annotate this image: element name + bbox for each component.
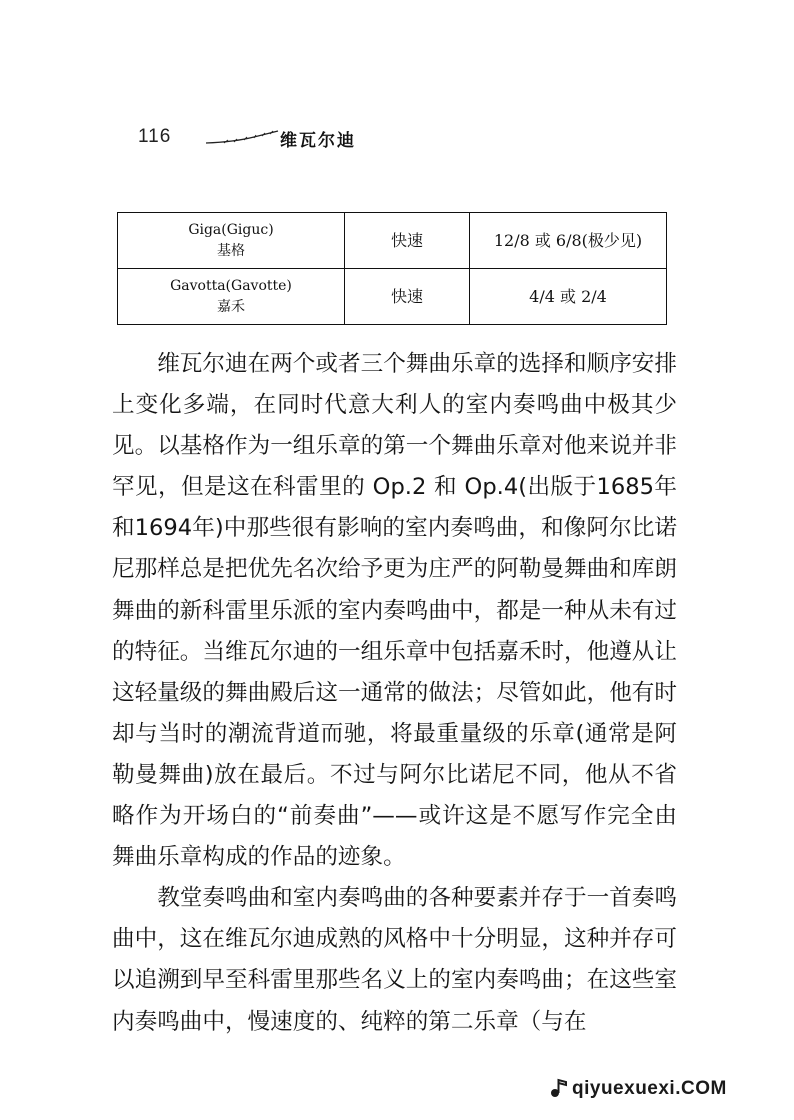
dance-name-latin: Gavotta(Gavotte) — [170, 277, 292, 294]
paragraph-1: 维瓦尔迪在两个或者三个舞曲乐章的选择和顺序安排上变化多端，在同时代意大利人的室内奏鸣曲中极其少见。以基格作为一组乐章的第一个舞曲乐章对他来说并非罕见，但是这在科雷里的 Op.2 和 Op.4(出版于1685年和1694年)中那些很有影响的室内奏鸣曲，和像阿尔比诺尼那样总是把优先名次给予更为庄严的阿勒曼舞曲和库朗舞曲的新科雷里乐派的室内奏鸣曲中，都是一种从未有过的特征。当维瓦尔迪的一组乐章中包括嘉禾时，他遵从让这轻量级的舞曲殿后这一通常的做法；尽管如此，他有时却与当时的潮流背道而驰，将最重量级的乐章(通常是阿勒曼舞曲)放在最后。不过与阿尔比诺尼不同，他从不省略作为开场白的“前奏曲”——或许这是不愿写作完全由舞曲乐章构成的作品的迹象。 — [112, 351, 677, 871]
page-number: 116 — [138, 126, 172, 147]
dance-name-chinese: 基格 — [217, 242, 245, 259]
running-title: 维瓦尔迪 — [280, 131, 356, 151]
body-text — [112, 344, 677, 1043]
dance-name-cell — [118, 269, 345, 325]
dance-name-latin: Giga(Giguc) — [188, 221, 274, 238]
site-watermark — [548, 1074, 776, 1104]
page-header — [138, 126, 518, 156]
ornament-flourish-icon — [204, 128, 284, 148]
music-note-icon — [548, 1077, 570, 1099]
dance-name-cell — [118, 213, 345, 269]
watermark-text: qiyuexuexi.COM — [572, 1078, 727, 1099]
paragraph-2: 教堂奏鸣曲和室内奏鸣曲的各种要素并存于一首奏鸣曲中，这在维瓦尔迪成熟的风格中十分明显，这种并存可以追溯到早至科雷里那些名义上的室内奏鸣曲；在这些室内奏鸣曲中，慢速度的、纯粹的第二乐章（与在 — [112, 885, 677, 1035]
meter-cell: 12/8 或 6/8(极少见) — [470, 213, 667, 269]
table-row — [118, 213, 667, 269]
table-row — [118, 269, 667, 325]
dance-name-chinese: 嘉禾 — [217, 298, 245, 315]
meter-cell: 4/4 或 2/4 — [470, 269, 667, 325]
tempo-cell: 快速 — [345, 213, 470, 269]
tempo-cell: 快速 — [345, 269, 470, 325]
dance-movement-table — [117, 212, 667, 325]
